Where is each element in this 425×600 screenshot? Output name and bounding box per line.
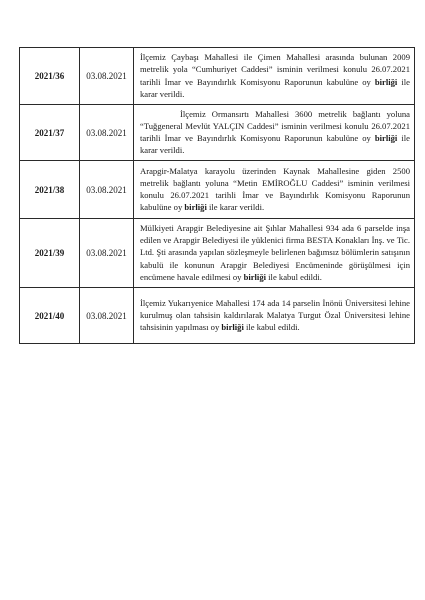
decision-table <box>19 47 415 344</box>
table-row <box>20 219 415 288</box>
decision-text-bold: birliği <box>374 133 398 143</box>
table-row <box>20 48 415 105</box>
decision-date: 03.08.2021 <box>80 105 134 161</box>
decision-text-part: ile kabul edildi. <box>243 322 300 333</box>
decision-text <box>134 288 415 344</box>
table-row <box>20 161 415 219</box>
decision-text <box>134 48 415 105</box>
decision-text-bold: birliği <box>243 271 267 282</box>
decision-text-part: İlçemiz Ormansırtı Mahallesi 3600 metrelik bağlantı yoluna “Tuğgeneral Mevlüt YALÇIN Caddesi” isminin verilmesi konulu 26.07.2021 tarihli İmar ve Bayındırlık Komisyonu Raporunun kabulüne oy <box>140 108 410 143</box>
decision-text-part: ile karar verildi. <box>140 133 410 156</box>
decision-text-part: ile karar verildi. <box>140 76 410 99</box>
decision-text-bold: birliği <box>221 322 244 333</box>
decision-text-bold: birliği <box>374 76 398 87</box>
table-row <box>20 288 415 344</box>
decision-text <box>134 161 415 219</box>
decision-date: 03.08.2021 <box>80 48 134 105</box>
decision-number: 2021/37 <box>20 105 80 161</box>
decision-date: 03.08.2021 <box>80 219 134 288</box>
decision-number: 2021/40 <box>20 288 80 344</box>
decision-number: 2021/39 <box>20 219 80 288</box>
decision-text-part: Mülkiyeti Arapgir Belediyesine ait Şıhlar Mahallesi 934 ada 6 parselde inşa edilen ve Arapgir Belediyesi ile yüklenici firma BESTA Konakları İnş. ve Tic. Ltd. Şti arasında yapılan sözleşmeyle belirlenen bağımsız bölümlerin satışının kabulü ile konunun Arapgir Belediyesi Encümeninde görüşülmesi için encümene havale edilmesi oy <box>140 222 410 282</box>
decision-date: 03.08.2021 <box>80 161 134 219</box>
decision-number: 2021/38 <box>20 161 80 219</box>
decision-text <box>134 219 415 288</box>
decision-text-part: İlçemiz Çaybaşı Mahallesi ile Çimen Mahallesi arasında bulunan 2009 metrelik yola “Cumhuriyet Caddesi” isminin verilmesi konulu 26.07.2021 tarihli İmar ve Bayındırlık Komisyonu Raporunun kabulüne oy <box>140 52 410 87</box>
decision-text-part: İlçemiz Yukarıyenice Mahallesi 174 ada 14 parselin İnönü Üniversitesi lehine kurulmuş olan tahsisin kaldırılarak Malatya Turgut Özal Üniversitesi lehine tahsisinin yapılması oy <box>140 297 410 333</box>
decision-text-bold: birliği <box>184 202 207 213</box>
decision-number: 2021/36 <box>20 48 80 105</box>
decision-text <box>134 105 415 161</box>
table-row <box>20 105 415 161</box>
decision-text-part: ile karar verildi. <box>206 202 265 213</box>
decision-text-part: Arapgir-Malatya karayolu üzerinden Kaynak Mahallesine giden 2500 metrelik bağlantı yoluna “Metin EMİROĞLU Caddesi” isminin verilmesi konulu 26.07.2021 tarihli İmar ve Bayındırlık Komisyonu Raporunun kabulüne oy <box>140 165 410 213</box>
decision-text-part: ile kabul edildi. <box>266 271 322 282</box>
decision-date: 03.08.2021 <box>80 288 134 344</box>
